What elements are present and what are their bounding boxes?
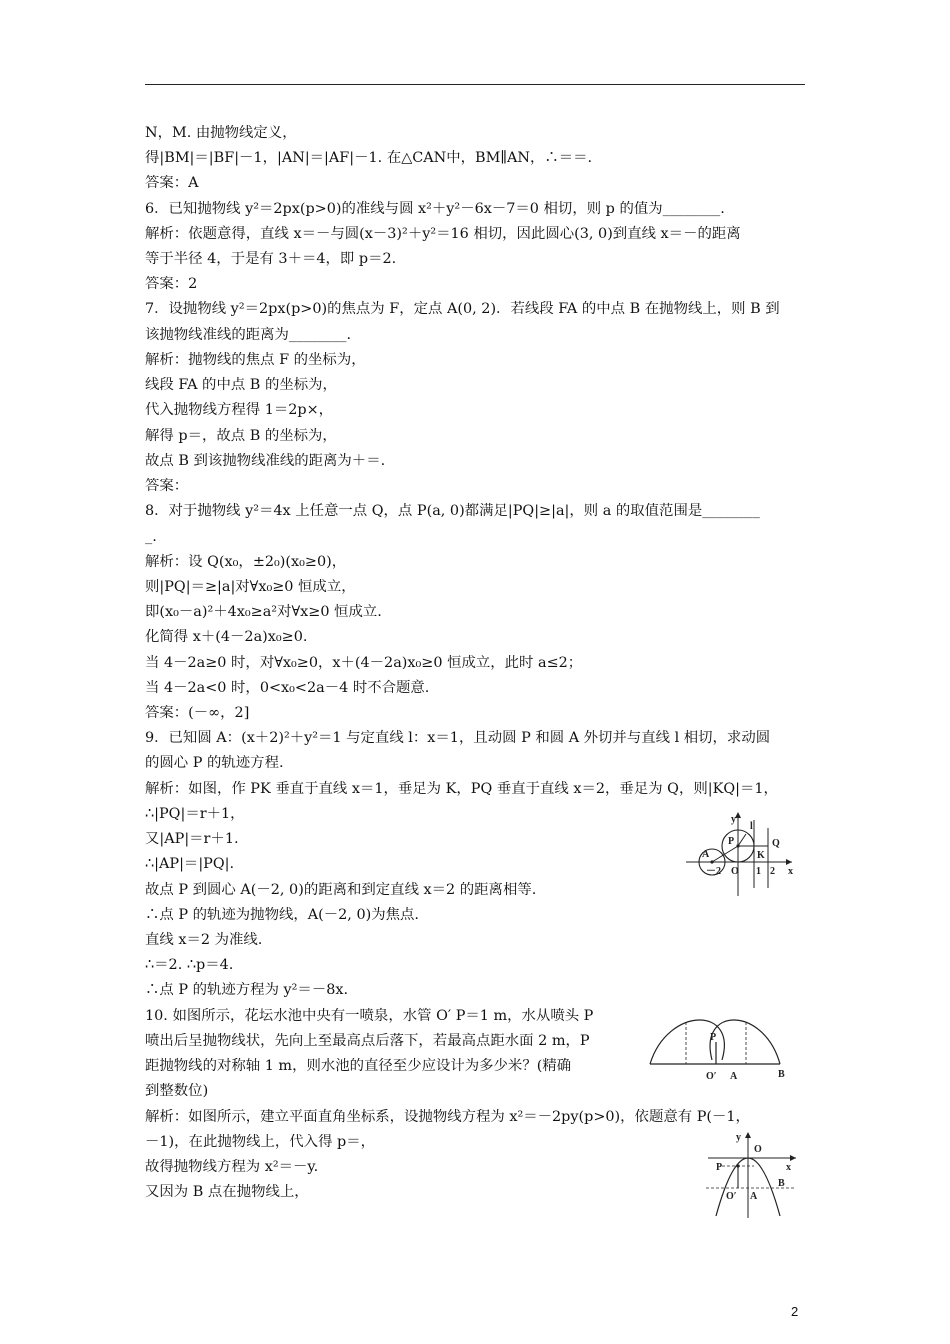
text-line: N，M. 由抛物线定义， bbox=[145, 125, 297, 141]
text-line: 故点 B 到该抛物线准线的距离为＋＝. bbox=[145, 453, 386, 469]
text-line: 8．对于抛物线 y²＝4x 上任意一点 Q，点 P(a, 0)都满足|PQ|≥|a|，则 a 的取值范围是________ bbox=[145, 503, 760, 519]
text-line: 喷出后呈抛物线状，先向上至最高点后落下，若最高点距水面 2 m，P bbox=[145, 1033, 590, 1049]
text-line: 代入抛物线方程得 1＝2p×， bbox=[145, 402, 334, 418]
fig1-label: －2 bbox=[706, 866, 721, 877]
fig2-label: A bbox=[730, 1071, 738, 1082]
fig2-label: O′ bbox=[706, 1071, 717, 1082]
text-line: 得|BM|＝|BF|－1，|AN|＝|AF|－1. 在△CAN中，BM∥AN，∴＝＝. bbox=[145, 150, 593, 166]
fig1-label: P bbox=[728, 836, 735, 847]
text-line: 解析：抛物线的焦点 F 的坐标为， bbox=[145, 352, 366, 368]
fig1-label: l bbox=[750, 821, 753, 832]
fig1-label: K bbox=[757, 850, 765, 861]
text-line: 解析：如图，作 PK 垂直于直线 x＝1，垂足为 K，PQ 垂直于直线 x＝2，垂足为 Q，则|KQ|＝1， bbox=[145, 781, 778, 797]
fig2-label: B bbox=[778, 1069, 785, 1080]
coordinate-parabola-figure bbox=[702, 1128, 802, 1220]
fig3-label: y bbox=[736, 1132, 741, 1143]
fountain-figure bbox=[648, 1020, 798, 1090]
text-line: 6．已知抛物线 y²＝2px(p>0)的准线与圆 x²＋y²－6x－7＝0 相切，则 p 的值为________. bbox=[145, 201, 725, 217]
fig1-label: x bbox=[788, 866, 793, 877]
text-line: 解析：依题意得，直线 x＝－与圆(x－3)²＋y²＝16 相切，因此圆心(3, 0)到直线 x＝－的距离 bbox=[145, 226, 741, 242]
text-line: 10. 如图所示，花坛水池中央有一喷泉，水管 O′ P＝1 m，水从喷头 P bbox=[145, 1008, 594, 1024]
text-line: 解析：如图所示，建立平面直角坐标系，设抛物线方程为 x²＝－2py(p>0)，依题意有 P(－1， bbox=[145, 1109, 750, 1125]
text-line: 故得抛物线方程为 x²＝－y. bbox=[145, 1159, 319, 1175]
text-line: 当 4－2a≥0 时，对∀x₀≥0，x＋(4－2a)x₀≥0 恒成立，此时 a≤2； bbox=[145, 655, 583, 671]
text-line: 直线 x＝2 为准线. bbox=[145, 932, 263, 948]
text-line: 7．设抛物线 y²＝2px(p>0)的焦点为 F，定点 A(0, 2)．若线段 FA 的中点 B 在抛物线上，则 B 到 bbox=[145, 301, 780, 317]
fig1-label: Q bbox=[772, 838, 780, 849]
text-line: 又|AP|＝r＋1. bbox=[145, 831, 239, 847]
text-line: ∴点 P 的轨迹方程为 y²＝－8x. bbox=[145, 982, 349, 998]
text-line: 的圆心 P 的轨迹方程. bbox=[145, 755, 284, 771]
fig3-label: P bbox=[716, 1162, 723, 1173]
text-line: 答案：2 bbox=[145, 276, 198, 292]
text-line: 距抛物线的对称轴 1 m，则水池的直径至少应设计为多少米？(精确 bbox=[145, 1058, 572, 1074]
fig3-label: x bbox=[786, 1162, 791, 1173]
header-rule bbox=[145, 84, 805, 85]
text-line: 则|PQ|＝≥|a|对∀x₀≥0 恒成立， bbox=[145, 579, 356, 595]
text-line: 到整数位) bbox=[145, 1083, 209, 1099]
fig3-label: A bbox=[750, 1191, 758, 1202]
text-line: 即(x₀－a)²＋4x₀≥a²对∀x≥0 恒成立. bbox=[145, 604, 382, 620]
text-line: 等于半径 4，于是有 3＋＝4，即 p＝2. bbox=[145, 251, 397, 267]
fig1-label: 2 bbox=[770, 866, 775, 877]
fig1-label: O bbox=[731, 866, 739, 877]
text-line: 答案： bbox=[145, 478, 189, 494]
text-line: ∴|PQ|＝r＋1， bbox=[145, 806, 245, 822]
fig2-label: P bbox=[710, 1032, 717, 1043]
fig1-label: y bbox=[731, 814, 736, 825]
text-line: 故点 P 到圆心 A(－2, 0)的距离和到定直线 x＝2 的距离相等. bbox=[145, 882, 537, 898]
fig3-label: O bbox=[754, 1144, 762, 1155]
fig3-label: O′ bbox=[726, 1191, 737, 1202]
text-line: －1)，在此抛物线上，代入得 p＝， bbox=[145, 1134, 376, 1150]
text-line: 解析：设 Q(x₀，±2₀)(x₀≥0)， bbox=[145, 554, 347, 570]
fig1-label: A bbox=[702, 849, 710, 860]
text-line: 答案：(－∞，2] bbox=[145, 705, 250, 721]
page-number: 2 bbox=[791, 1304, 799, 1319]
text-line: 解得 p＝，故点 B 的坐标为， bbox=[145, 428, 337, 444]
text-line: ∴|AP|＝|PQ|. bbox=[145, 856, 235, 872]
text-line: 9．已知圆 A：(x＋2)²＋y²＝1 与定直线 l：x＝1，且动圆 P 和圆 A 外切并与直线 l 相切，求动圆 bbox=[145, 730, 771, 746]
fig3-label: B bbox=[778, 1178, 785, 1189]
text-line: ∴＝2. ∴p＝4. bbox=[145, 957, 234, 973]
circle-parabola-figure bbox=[686, 808, 806, 900]
fig1-label: 1 bbox=[756, 866, 761, 877]
text-line: _. bbox=[145, 529, 157, 545]
text-line: 线段 FA 的中点 B 的坐标为， bbox=[145, 377, 337, 393]
text-line: ∴点 P 的轨迹为抛物线，A(－2, 0)为焦点. bbox=[145, 907, 419, 923]
text-line: 答案：A bbox=[145, 175, 199, 191]
text-line: 该抛物线准线的距离为________. bbox=[145, 327, 352, 343]
text-line: 化简得 x＋(4－2a)x₀≥0. bbox=[145, 629, 308, 645]
text-line: 当 4－2a<0 时，0<x₀<2a－4 时不合题意. bbox=[145, 680, 430, 696]
text-line: 又因为 B 点在抛物线上， bbox=[145, 1184, 309, 1200]
